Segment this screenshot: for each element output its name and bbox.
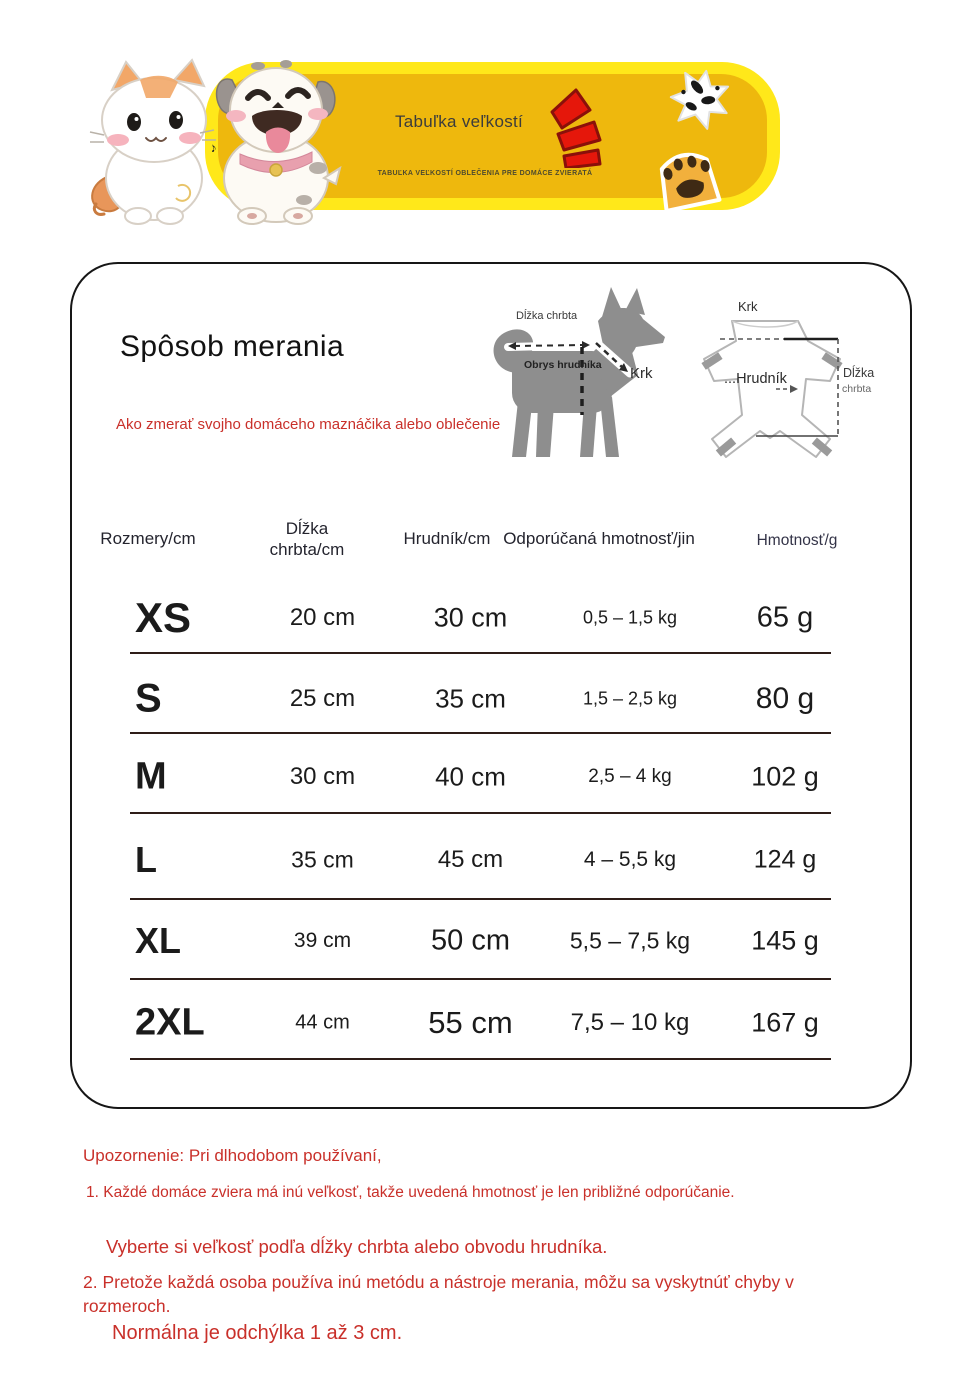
table-row-m: [130, 746, 831, 808]
column-header-grams: Hmotnosť/g: [756, 532, 838, 549]
size-tip: Vyberte si veľkosť podľa dĺžky chrbta alebo obvodu hrudníka.: [106, 1236, 608, 1257]
back-value: 30 cm: [289, 763, 356, 790]
note-2: 2. Pretože každá osoba používa inú metódu a nástroje merania, môžu sa vyskytnúť chyby v rozmeroch.: [83, 1272, 794, 1316]
cat-illustration-icon: [82, 58, 222, 228]
weight-value: 7,5 – 10 kg: [570, 1009, 690, 1036]
row-divider: [130, 652, 831, 654]
row-divider: [130, 732, 831, 734]
dog-back-length-label: Dĺžka chrbta: [516, 310, 578, 322]
chest-value: 50 cm: [431, 924, 510, 957]
dog-neck-label: Krk: [630, 365, 653, 382]
column-header-size: Rozmery/cm: [100, 529, 196, 548]
size-value: XL: [135, 920, 182, 961]
column-header-chest: Hrudník/cm: [403, 529, 491, 548]
size-value: L: [135, 839, 157, 880]
size-value: 2XL: [135, 1001, 205, 1044]
back-value: 35 cm: [291, 846, 354, 873]
size-value: XS: [135, 594, 192, 641]
dog-illustration-icon: [206, 50, 346, 225]
row-divider: [130, 1058, 831, 1060]
table-row-xl: [130, 908, 831, 974]
chest-value: 35 cm: [435, 683, 506, 714]
chest-value: 30 cm: [433, 602, 508, 633]
banner-subtitle: TABUĽKA VEĽKOSTÍ OBLEČENIA PRE DOMÁCE ZVIERATÁ: [377, 170, 593, 177]
banner-title: Tabuľka veľkostí: [394, 112, 524, 131]
weight-value: 2,5 – 4 kg: [588, 766, 672, 787]
grams-value: 167 g: [751, 1007, 819, 1038]
measurement-heading: Spôsob merania: [120, 330, 345, 363]
table-row-l: [130, 828, 831, 892]
tolerance-note: Normálna je odchýlka 1 až 3 cm.: [112, 1322, 403, 1344]
weight-value: 0,5 – 1,5 kg: [582, 607, 678, 628]
back-value: 44 cm: [295, 1011, 350, 1034]
garment-back-length-label-line2: chrbta: [842, 383, 872, 395]
weight-value: 5,5 – 7,5 kg: [569, 927, 691, 954]
table-row-xs: [130, 586, 831, 650]
column-header-back-length: Dĺžka chrbta/cm: [269, 519, 345, 560]
back-value: 39 cm: [293, 929, 352, 952]
warning-note: Upozornenie: Pri dlhodobom používaní,: [83, 1146, 382, 1165]
garment-neck-label: Krk: [738, 299, 758, 314]
size-value: S: [135, 676, 162, 721]
grams-value: 102 g: [751, 761, 819, 792]
column-header-recommended-weight: Odporúčaná hmotnosť/jin: [503, 529, 695, 548]
note-1: 1. Každé domáce zviera má inú veľkosť, takže uvedená hmotnosť je len približné odporúčanie.: [86, 1184, 735, 1201]
row-divider: [130, 898, 831, 900]
garment-chest-label: ...Hrudník: [724, 371, 787, 387]
grams-value: 65 g: [756, 601, 814, 634]
chest-value: 45 cm: [437, 846, 504, 873]
table-row-2xl: [130, 990, 831, 1056]
red-sticker-shapes-icon: [546, 86, 604, 168]
chest-value: 40 cm: [435, 761, 506, 792]
measurement-subheading: Ako zmerať svojho domáceho maznáčika alebo oblečenie: [116, 416, 501, 433]
back-value: 25 cm: [289, 685, 356, 712]
music-note-icon: ♪: [208, 139, 219, 156]
paw-sticker-icon: [652, 144, 722, 210]
size-value: M: [135, 755, 167, 798]
weight-value: 4 – 5,5 kg: [583, 848, 677, 871]
garment-back-length-label-line1: Dĺžka: [843, 366, 875, 380]
grams-value: 145 g: [751, 925, 819, 956]
cow-print-sticker-icon: [666, 68, 732, 132]
weight-value: 1,5 – 2,5 kg: [582, 688, 678, 709]
row-divider: [130, 812, 831, 814]
row-divider: [130, 978, 831, 980]
grams-value: 124 g: [753, 845, 817, 874]
chest-value: 55 cm: [428, 1005, 513, 1040]
dog-chest-girth-label: Obrys hrudníka: [524, 359, 602, 371]
grams-value: 80 g: [755, 682, 815, 715]
table-row-s: [130, 668, 831, 730]
back-value: 20 cm: [289, 604, 356, 631]
